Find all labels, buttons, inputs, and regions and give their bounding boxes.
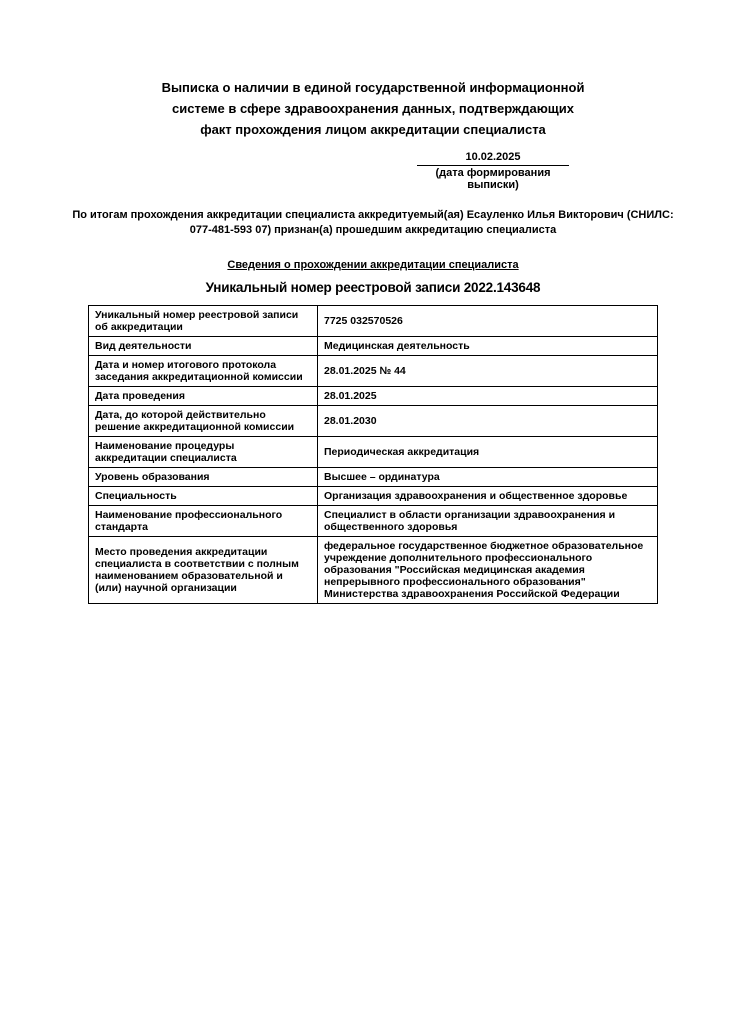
table-row [89, 306, 658, 337]
table-row [89, 437, 658, 468]
registry-number-heading: Уникальный номер реестровой записи 2022.143648 [205, 280, 541, 295]
table-row [89, 487, 658, 506]
row-value: 7725 032570526 [318, 306, 658, 337]
row-value: Медицинская деятельность [318, 337, 658, 356]
issue-date-caption: (дата формирования выписки) [435, 167, 551, 191]
table-row [89, 406, 658, 437]
issue-date-value: 10.02.2025 [417, 151, 569, 166]
row-value: 28.01.2025 [318, 387, 658, 406]
table-row [89, 356, 658, 387]
row-label: Место проведения аккредитации специалиста в соответствии с полным наименованием образовательной и (или) научной организации [89, 537, 318, 604]
row-label: Наименование профессионального стандарта [89, 506, 318, 537]
row-value: 28.01.2030 [318, 406, 658, 437]
table-row [89, 468, 658, 487]
document-title: Выписка о наличии в единой государственной информационной системе в сфере здравоохранения данных, подтверждающих факт прохождения лицом аккредитации специалиста [161, 80, 585, 137]
row-value: Организация здравоохранения и общественное здоровье [318, 487, 658, 506]
row-label: Уровень образования [89, 468, 318, 487]
row-label: Вид деятельности [89, 337, 318, 356]
row-label: Дата проведения [89, 387, 318, 406]
table-row [89, 506, 658, 537]
section-heading: Сведения о прохождении аккредитации специалиста [227, 259, 519, 271]
row-value: Специалист в области организации здравоохранения и общественного здоровья [318, 506, 658, 537]
table-row [89, 337, 658, 356]
intro-paragraph: По итогам прохождения аккредитации специалиста аккредитуемый(ая) Есауленко Илья Викторович (СНИЛС: 077-481-593 07) признан(а) прошедшим аккредитацию специалиста [72, 209, 674, 236]
issue-date-block [417, 151, 569, 191]
table-row [89, 387, 658, 406]
row-label: Дата, до которой действительно решение аккредитационной комиссии [89, 406, 318, 437]
accreditation-table [88, 305, 658, 604]
row-label: Дата и номер итогового протокола заседания аккредитационной комиссии [89, 356, 318, 387]
row-label: Уникальный номер реестровой записи об аккредитации [89, 306, 318, 337]
row-value: 28.01.2025 № 44 [318, 356, 658, 387]
row-value: федеральное государственное бюджетное образовательное учреждение дополнительного профессионального образования "Российская медицинская академия непрерывного профессионального образования" Министерства здравоохранения Российской Федерации [318, 537, 658, 604]
row-label: Наименование процедуры аккредитации специалиста [89, 437, 318, 468]
table-row [89, 537, 658, 604]
row-value: Периодическая аккредитация [318, 437, 658, 468]
accreditation-table-body [89, 306, 658, 604]
row-value: Высшее – ординатура [318, 468, 658, 487]
row-label: Специальность [89, 487, 318, 506]
